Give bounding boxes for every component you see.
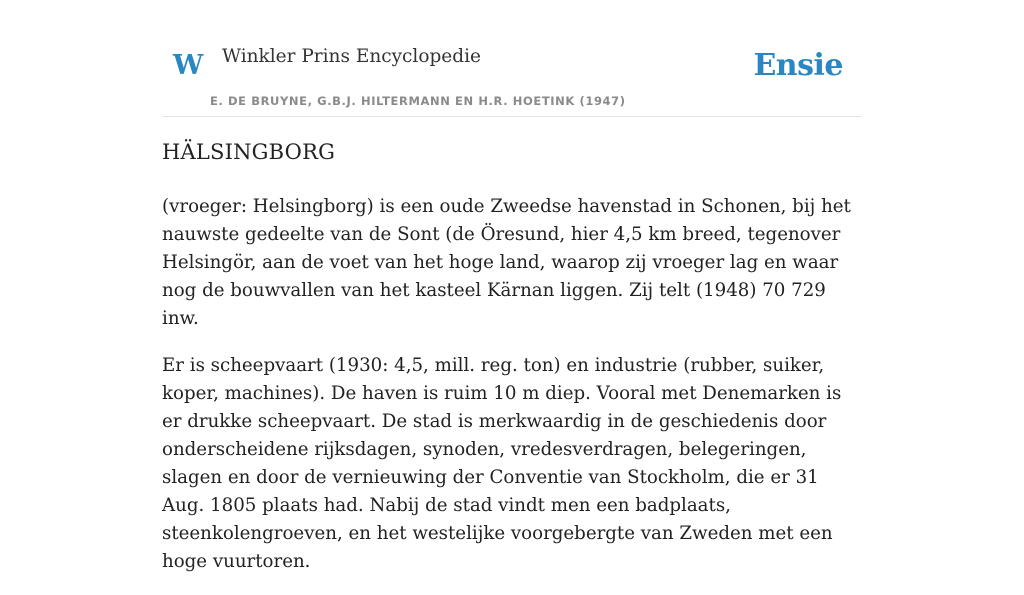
article-paragraph: (vroeger: Helsingborg) is een oude Zweedse havenstad in Schonen, bij het nauwste gedeelte van de Sont (de Öresund, hier 4,5 km breed, tegenover Helsingör, aan de voet van het hoge land, waarop zij vroeger lag en waar nog de bouwvallen van het kasteel Kärnan liggen. Zij telt (1948) 70 729 inw. (162, 196, 851, 329)
ensie-logo-link[interactable]: Ensie (753, 48, 843, 83)
article-body (162, 193, 866, 595)
article-title: HÄLSINGBORG (162, 140, 336, 164)
site-header (162, 0, 862, 117)
publication-title-link[interactable]: Winkler Prins Encyclopedie (222, 46, 481, 67)
publication-logo-icon[interactable]: W (173, 50, 204, 81)
article-paragraph: Er is scheepvaart (1930: 4,5, mill. reg. ton) en industrie (rubber, suiker, koper, machines). De haven is ruim 10 m diep. Vooral met Denemarken is er drukke scheepvaart. De stad is merkwaardig in de geschiedenis door onderscheidene rijksdagen, synoden, vredesverdragen, belegeringen, slagen en door de vernieuwing der Conventie van Stockholm, die er 31 Aug. 1805 plaats had. Nabij de stad vindt men een badplaats, steenkolengroeven, en het westelijke voorgebergte van Zweden met een hoge vuurtoren. (162, 355, 842, 572)
publication-authors: E. DE BRUYNE, G.B.J. HILTERMANN EN H.R. HOETINK (1947) (210, 94, 626, 108)
